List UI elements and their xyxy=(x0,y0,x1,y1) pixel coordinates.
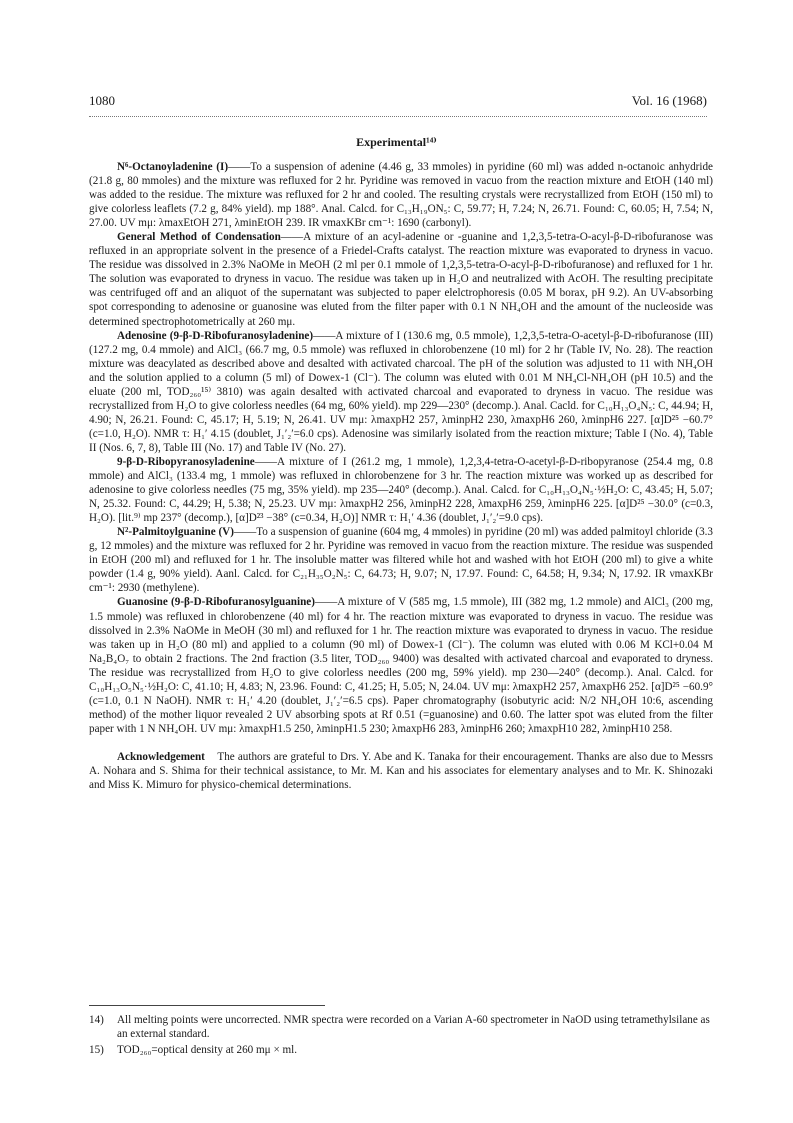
paragraph-palmitoylguanine xyxy=(89,525,713,595)
acknowledgement-title: Acknowledgement xyxy=(117,750,205,763)
compound-title: N⁶-Octanoyladenine (I) xyxy=(117,161,229,173)
paragraph-adenosine xyxy=(89,329,713,455)
paragraph-guanosine xyxy=(89,595,713,735)
paragraph-text: ——A mixture of an acyl-adenine or -guanine and 1,2,3,5-tetra-O-acyl-β-D-ribofuranose was refluxed in an appropriate solvent in the presence of a Friedel-Crafts catalyst. The reaction mixture was evaporated to dryness in vacuo. The residue was dissolved in 2.3% NaOMe in MeOH (2 ml per 0.1 mmole of 1,2,3,5-tetra-O-acyl-β-D-ribofuranose) and refluxed for 1 hr. The solution was evaporated to dryness in vacuo. The residue was taken up in H₂O and neutralized with AcOH. The resulting precipitate was centrifuged off and an aliquot of the supernatant was subjected to paper elelctrophoresis (0.05 M borax, pH 9.2). An UV-absorbing spot corresponding to adenosine or guanosine was eluted from the filter paper with 0.1 N NH₄OH and the amount of the nucleoside was determined spectrophotometrically at 260 mμ. xyxy=(89,231,713,328)
paragraph-condensation-method xyxy=(89,230,713,328)
paragraph-octanoyladenine xyxy=(89,160,713,230)
paragraph-ribopyranosyladenine xyxy=(89,455,713,525)
experimental-body xyxy=(89,160,713,792)
footnote-text: All melting points were uncorrected. NMR spectra were recorded on a Varian A-60 spectrometer in NaOD using tetramethylsilane as an external standard. xyxy=(117,1014,710,1040)
compound-title: Guanosine (9-β-D-Ribofuranosylguanine) xyxy=(117,596,315,609)
page-number: 1080 xyxy=(89,93,115,108)
method-title: General Method of Condensation xyxy=(117,231,281,244)
acknowledgement-text: The authors are grateful to Drs. Y. Abe and K. Tanaka for their encouragement. Thanks are also due to Messrs A. Nohara and S. Shima for their technical assistance, to Mr. M. Kan and his associates for elementary analyses and to Mr. K. Shinozaki and Miss K. Mimuro for physico-chemical determinations. xyxy=(89,750,713,792)
paragraph-text: ——A mixture of I (130.6 mg, 0.5 mmole), 1,2,3,5-tetra-O-acetyl-β-D-ribofuranose (III) (127.2 mg, 0.4 mmole) and AlCl₃ (66.7 mg, 0.5 mmole) was refluxed in chlorobenzene (10 ml) for 2 hr (Table IV, No. 28). The reaction mixture was deacylated as described above and desalted with activated charcoal. The pH of the solution was adjusted to 11 with NH₄OH and the solution applied to a column (5 ml) of Dowex-1 (Cl⁻). The column was eluted with 0.01 M NH₄Cl-NH₄OH (pH 10.5) and the eluate (200 ml, TOD₂₆₀¹⁵⁾ 3810) was again desalted with activated charcoal and evaporated to dryness in vacuo. The residue was recrystallized from H₂O to give colorless needles (64 mg, 60% yield). mp 229—230° (decomp.). Anal. Cacld. for C₁₀H₁₃O₄N₅: C, 44.94; H, 4.90; N, 26.21. Found: C, 45.17; H, 5.19; N, 26.41. UV mμ: λmaxpH2 257, λminpH2 230, λmaxpH6 260, λminpH6 227. [α]D²⁵ −60.7° (c=1.0, H₂O). NMR τ: H₁′ 4.15 (doublet, J₁′₂′=6.0 cps). Adenosine was similarly isolated from the reaction mixture; Table I (No. 4), Table II (Nos. 6, 7, 8), Table III (No. 17) and Table IV (No. 27). xyxy=(89,329,713,454)
header-rule xyxy=(89,116,707,117)
footnote-number: 15) xyxy=(89,1044,104,1056)
paragraph-text: ——To a suspension of guanine (604 mg, 4 mmoles) in pyridine (20 ml) was added palmitoyl chloride (3.3 g, 12 mmoles) and the mixture was refluxed for 2 hr. Pyridine was removed in vacuo from the reaction mixture. The residue was suspended in EtOH (200 ml) and refluxed for 1 hr. The insoluble matter was filtered while hot and washed with hot EtOH (200 ml) to give a white powder (1.4 g, 90% yield). Aanl. Calcd. for C₂₁H₃₅O₂N₅: C, 64.73; H, 9.07; N, 17.97. Found: C, 64.58; H, 9.34; N, 17.92. IR νmaxKBr cm⁻¹: 2930 (methylene). xyxy=(89,526,714,595)
acknowledgement xyxy=(89,750,713,792)
section-title: Experimental¹⁴⁾ xyxy=(356,135,437,149)
compound-title: N²-Palmitoylguanine (V) xyxy=(117,526,234,539)
footnote-rule xyxy=(89,1005,325,1006)
footnotes xyxy=(89,1013,713,1059)
compound-title: Adenosine (9-β-D-Ribofuranosyladenine) xyxy=(117,329,314,342)
paragraph-text: ——A mixture of I (261.2 mg, 1 mmole), 1,2,3,4-tetra-O-acetyl-β-D-ribopyranose (254.4 mg, 0.8 mmole) and AlCl₃ (133.4 mg, 1 mmole) was refluxed in chlorobenzene for 3 hr. The reaction mixture was worked up as described for adenosine to give colorless needles (75 mg, 35% yield). mp 235—240° (decomp.). Anal. Calcd. for C₁₀H₁₃O₄N₅·½H₂O: C, 43.45; H, 5.07; N, 25.32. Found: C, 44.29; H, 5.38; N, 25.23. UV mμ: λmaxpH2 256, λminpH2 228, λmaxpH6 259, λminpH6 225. [α]D²⁵ −30.0° (c=0.3, H₂O). [lit.⁹⁾ mp 237° (decomp.), [α]D²³ −38° (c=0.34, H₂O)] NMR τ: H₁′ 4.36 (doublet, J₁′₂′=9.0 cps). xyxy=(89,455,713,525)
footnote-15 xyxy=(89,1043,713,1057)
paragraph-text: ——A mixture of V (585 mg, 1.5 mmole), III (382 mg, 1.2 mmole) and AlCl₃ (200 mg, 1.5 mmole) was refluxed in chlorobenzene (40 ml) for 4 hr. The reaction mixture was evaporated to dryness in vacuo. The residue was dissolved in 2.3% NaOMe in MeOH (30 ml) and refluxed for 1 hr. The reaction mixture was evaporated to dryness in vacuo. The residue was taken up in H₂O (80 ml) and applied to a column (90 ml) of Dowex-1 (Cl⁻). The column was eluted with 0.06 M KCl+0.04 M Na₂B₄O₇ to obtain 2 fractions. The 2nd fraction (3.5 liter, TOD₂₆₀ 9400) was desalted with activated charcoal and evaporated to dryness. The residue was recrystallized from H₂O to give colorless needles (200 mg, 59% yield). mp 230—240° (decomp.). Anal. Calcd. for C₁₀H₁₃O₅N₅·½H₂O: C, 41.10; H, 4.83; N, 23.96. Found: C, 41.25; H, 5.05; N, 24.04. UV mμ: λmaxpH2 257, λmaxpH6 252. [α]D²⁵ −60.9° (c=1.0, 0.1 N NaOH). NMR τ: H₁′ 4.20 (doublet, J₁′₂′=6.5 cps). Paper chromatography (isobutyric acid: N/2 NH₄OH 10:6, ascending method) of the mother liquor revealed 2 UV absorbing spots at Rf 0.51 (=guanosine) and 0.60. The latter spot was eluted from the filter paper with 1 N NH₄OH. UV mμ: λmaxpH1.5 250, λminpH1.5 230; λmaxpH6 283, λminpH6 260; λmaxpH10 282, λminpH10 258. xyxy=(89,596,714,735)
footnote-number: 14) xyxy=(89,1014,104,1026)
paragraph-text: ——To a suspension of adenine (4.46 g, 33 mmoles) in pyridine (60 ml) was added n-octanoic anhydride (21.8 g, 80 mmoles) and the mixture was refluxed for 2 hr. Pyridine was removed in vacuo from the reaction mixture and EtOH (140 ml) was added to the residue. The mixture was refluxed for 2 hr and cooled. The resulting crystals were recrystallized from EtOH (150 ml) to give colorless leaflets (7.2 g, 84% yield). mp 188°. Anal. Calcd. for C₁₃H₁₉ON₅: C, 59.77; H, 7.24; N, 26.71. Found: C, 60.05; H, 7.54; N, 27.00. UV mμ: λmaxEtOH 271, λminEtOH 239. IR νmaxKBr cm⁻¹: 1690 (carbonyl). xyxy=(89,161,713,230)
footnote-text: TOD₂₆₀=optical density at 260 mμ × ml. xyxy=(117,1044,298,1056)
compound-title: 9-β-D-Ribopyranosyladenine xyxy=(117,455,255,468)
footnote-14 xyxy=(89,1013,713,1041)
running-header xyxy=(89,93,707,111)
volume-label: Vol. 16 (1968) xyxy=(631,93,707,108)
